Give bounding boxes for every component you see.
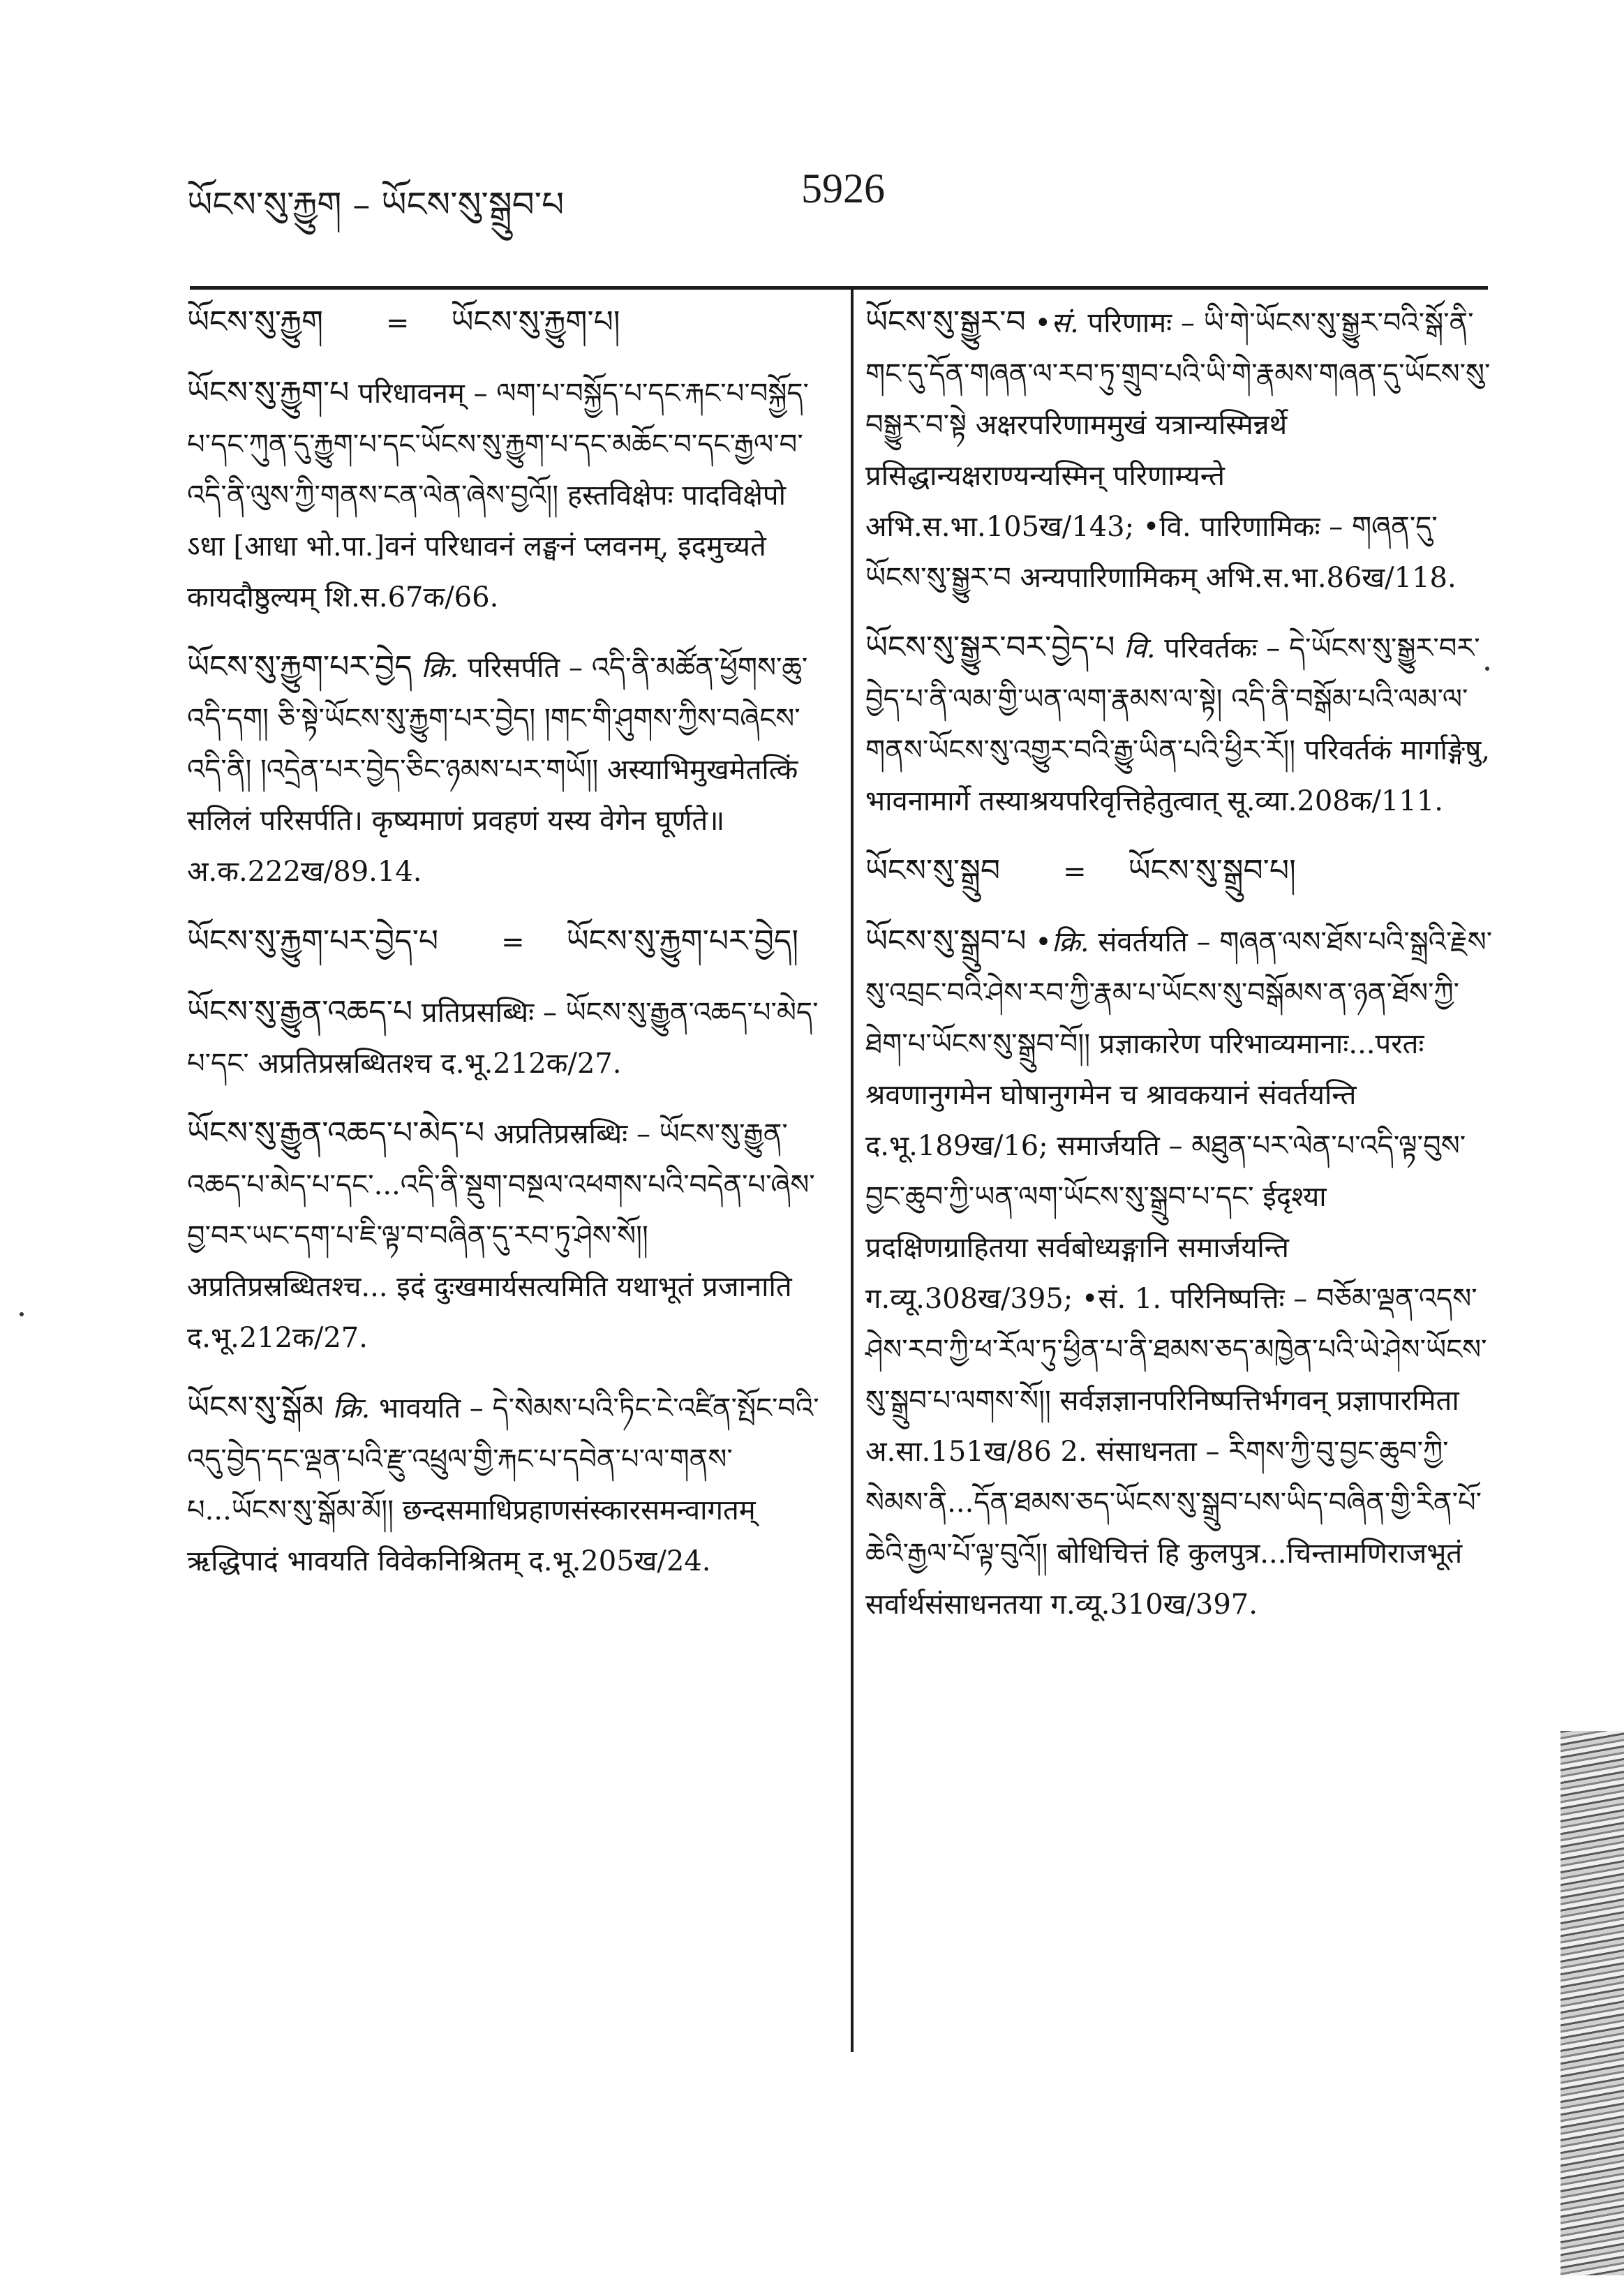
entry-definition: परिवर्तकः – དེ་ཡོངས་སུ་སྒྱུར་བར་བྱེད་པ་ནི་ལམ་གྱི་ཡན་ལག་རྣམས་ལ་སྟེ། འདི་ནི་བསྒོམ་པའི་ལམ་ལ་གནས་ཡོངས་སུ་འགྱུར་བའི་རྒྱུ་ཡིན་པའི་ཕྱིར་རོ།། परिवर्तकं मार्गाङ्गेषु, भावनामार्गे तस्याश्रयपरिवृत्तिहेतुत्वात् सू.व्या.208क/111. — [865, 632, 1491, 817]
cross-reference-target: ཡོངས་སུ་རྐྱུག་པར་བྱེད། — [566, 923, 799, 959]
entry-definition: अप्रतिप्रस्रब्धिः – ཡོངས་སུ་རྒྱུན་འཆད་པ་མེད་པ་དང་...འདི་ནི་སྡུག་བསྔལ་འཕགས་པའི་བདེན་པ་ཞེས་བྱ་བར་ཡང་དག་པ་ཇི་ལྟ་བ་བཞིན་དུ་རབ་ཏུ་ཤེས་སོ།། अप्रतिप्रस्रब्धितश्च... इदं दुःखमार्यसत्यमिति यथाभूतं प्रजानाति द.भू.212क/27. — [187, 1118, 815, 1354]
headword: ཡོངས་སུ་རྒྱུན་འཆད་པ — [187, 994, 413, 1029]
entry-definition: संवर्तयति – གཞན་ལས་ཐོས་པའི་སྒྲའི་རྗེས་སུ་འབྲང་བའི་ཤེས་རབ་ཀྱི་རྣམ་པ་ཡོངས་སུ་བསྒོམས་ན་ཉན་ཐོས་ཀྱི་ཐེག་པ་ཡོངས་སུ་སྒྲུབ་བོ།། प्रज्ञाकारेण परिभाव्यमानाः...परतः श्रवणानुगमेन घोषानुगमेन च श्रावकयानं संवर्तयन्ति द.भू.189ख/16; समार्जयति – མཐུན་པར་ལེན་པ་འདི་ལྟ་བུས་བྱང་ཆུབ་ཀྱི་ཡན་ལག་ཡོངས་སུ་སྒྲུབ་པ་དང་ ईदृश्या प्रदक्षिणग्राहितया सर्वबोध्यङ्गानि समार्जयन्ति ग.व्यू.308ख/395; •सं. 1. परिनिष्पत्तिः – བཅོམ་ལྡན་འདས་ཤེས་རབ་ཀྱི་ཕ་རོལ་ཏུ་ཕྱིན་པ་ནི་ཐམས་ཅད་མཁྱེན་པའི་ཡེ་ཤེས་ཡོངས་སུ་སྒྲུབ་པ་ལགས་སོ།། सर्वज्ञज्ञानपरिनिष्पत्तिर्भगवन् प्रज्ञापारमिता अ.सा.151ख/86 2. संसाधनता – རིགས་ཀྱི་བུ་བྱང་ཆུབ་ཀྱི་སེམས་ནི...དོན་ཐམས་ཅད་ཡོངས་སུ་སྒྲུབ་པས་ཡིད་བཞིན་གྱི་རིན་པོ་ཆེའི་རྒྱལ་པོ་ལྟ་བུའོ།། बोधिचित्तं हि कुलपुत्र...चिन्तामणिराजभूतं सर्वार्थसंसाधनतया ग.व्यू.310ख/397. — [865, 926, 1493, 1621]
scan-speck — [20, 1312, 24, 1316]
headword: ཡོངས་སུ་སྒྲུབ་པ — [865, 923, 1027, 959]
headword: ཡོངས་སུ་རྒྱུན་འཆད་པ་མེད་པ — [187, 1115, 485, 1151]
headword: ཡོངས་སུ་རྐྱུག་པར་བྱེད — [187, 649, 412, 685]
equals-sign: = — [1063, 856, 1087, 888]
scan-speck — [1485, 667, 1489, 671]
grammar-label: वि. — [1124, 632, 1156, 664]
headword: ཡོངས་སུ་སྒྱུར་བ — [865, 304, 1026, 340]
scan-edge-shadow — [1560, 1731, 1624, 2275]
equals-sign: = — [385, 307, 410, 339]
entry-definition: परिणामः – ཡི་གེ་ཡོངས་སུ་སྒྱུར་བའི་སྒོ་ནི་གང་དུ་དོན་གཞན་ལ་རབ་ཏུ་གྲུབ་པའི་ཡི་གེ་རྣམས་གཞན་དུ་ཡོངས་སུ་བསྒྱུར་བ་སྟེ अक्षरपरिणाममुखं यत्रान्यस्मिन्नर्थे प्रसिद्धान्यक्षराण्यन्यस्मिन् परिणाम्यन्ते अभि.स.भा.105ख/143; •वि. पारिणामिकः – གཞན་དུ་ཡོངས་སུ་སྒྱུར་བ अन्यपारिणामिकम् अभि.स.भा.86ख/118. — [865, 307, 1491, 594]
grammar-label: क्रि. — [1051, 926, 1089, 958]
header-rule — [190, 286, 1488, 290]
headword: ཡོངས་སུ་རྐྱུག་པ — [187, 375, 350, 410]
column-divider — [851, 290, 854, 2052]
dictionary-entry — [865, 622, 1493, 827]
dictionary-entry — [187, 1382, 829, 1587]
headword: ཡོངས་སུ་རྐྱུག — [187, 304, 323, 340]
dictionary-entry — [187, 986, 829, 1090]
headword: ཡོངས་སུ་རྐྱུག་པར་བྱེད་པ — [187, 923, 439, 959]
grammar-label: क्रि. — [421, 652, 459, 684]
headword: ཡོངས་སུ་སྒྲུབ — [865, 853, 1001, 889]
page-number: 5926 — [801, 165, 885, 211]
entry-definition: प्रतिप्रसब्धिः – ཡོངས་སུ་རྒྱུན་འཆད་པ་མེད་པ་དང་ अप्रतिप्रस्रब्धितश्च द.भू.212क/27. — [187, 997, 819, 1080]
entry-definition: भावयति – དེ་སེམས་པའི་ཏིང་ངེ་འཛིན་སྤོང་བའི་འདུ་བྱེད་དང་ལྡན་པའི་རྫུ་འཕྲུལ་གྱི་རྐང་པ་དབེན་པ་ལ་གནས་པ...ཡོངས་སུ་སྒོམ་མོ།། छन्दसमाधिप्रहाणसंस्कारसमन्वागतम् ऋद्धिपादं भावयति विवेकनिश्रितम् द.भू.205ख/24. — [187, 1392, 819, 1577]
bullet-marker: • — [1035, 926, 1052, 958]
headword: ཡོངས་སུ་སྒོམ — [187, 1390, 324, 1425]
bullet-marker: • — [1034, 307, 1052, 339]
entry-definition: परिसर्पति – འདི་ནི་མཚོན་ཕྱོགས་ཆུ་འདི་དག། ཅི་སྟེ་ཡོངས་སུ་རྐྱུག་པར་བྱེད། །གང་གི་ཤུགས་ཀྱིས་བཞེངས་འདི་ནི། །འདྲེན་པར་བྱེད་ཅིང་ཉམས་པར་གཡོ།། अस्याभिमुखमेतत्किं सलिलं परिसर्पति। कृष्यमाणं प्रवहणं यस्य वेगेन घूर्णते॥ अ.क.222ख/89.14. — [187, 652, 808, 888]
running-head: ཡོངས་སུ་རྐྱུག – ཡོངས་སུ་སྒྲུབ་པ — [187, 184, 565, 225]
cross-reference-entry — [187, 916, 829, 968]
dictionary-entry — [865, 916, 1493, 1630]
cross-reference-target: ཡོངས་སུ་སྒྲུབ་པ། — [1128, 853, 1296, 889]
left-column — [187, 297, 829, 1605]
grammar-label: सं. — [1051, 307, 1079, 339]
dictionary-entry — [187, 367, 829, 623]
right-column — [865, 297, 1493, 1649]
dictionary-entry — [187, 641, 829, 898]
cross-reference-entry — [865, 845, 1493, 898]
grammar-label: क्रि. — [332, 1392, 371, 1425]
equals-sign: = — [501, 926, 525, 958]
dictionary-entry — [865, 297, 1493, 604]
dictionary-entry — [187, 1108, 829, 1364]
cross-reference-target: ཡོངས་སུ་རྐྱུག་པ། — [451, 304, 620, 340]
cross-reference-entry — [187, 297, 829, 349]
entry-definition: परिधावनम् – ལག་པ་བསྐྱོད་པ་དང་རྐང་པ་བསྐྱོད་པ་དང་ཀུན་དུ་རྐྱུག་པ་དང་ཡོངས་སུ་རྐྱུག་པ་དང་མཆོང་བ་དང་རྒྱལ་བ་འདི་ནི་ལུས་ཀྱི་གནས་ངན་ལེན་ཞེས་བྱའོ།། हस्तविक्षेपः पादविक्षेपो ऽधा [आधा भो.पा.]वनं परिधावनं लङ्घनं प्लवनम्, इदमुच्यते कायदौष्ठुल्यम् शि.स.67क/66. — [187, 378, 809, 614]
headword: ཡོངས་སུ་སྒྱུར་བར་བྱེད་པ — [865, 630, 1115, 665]
